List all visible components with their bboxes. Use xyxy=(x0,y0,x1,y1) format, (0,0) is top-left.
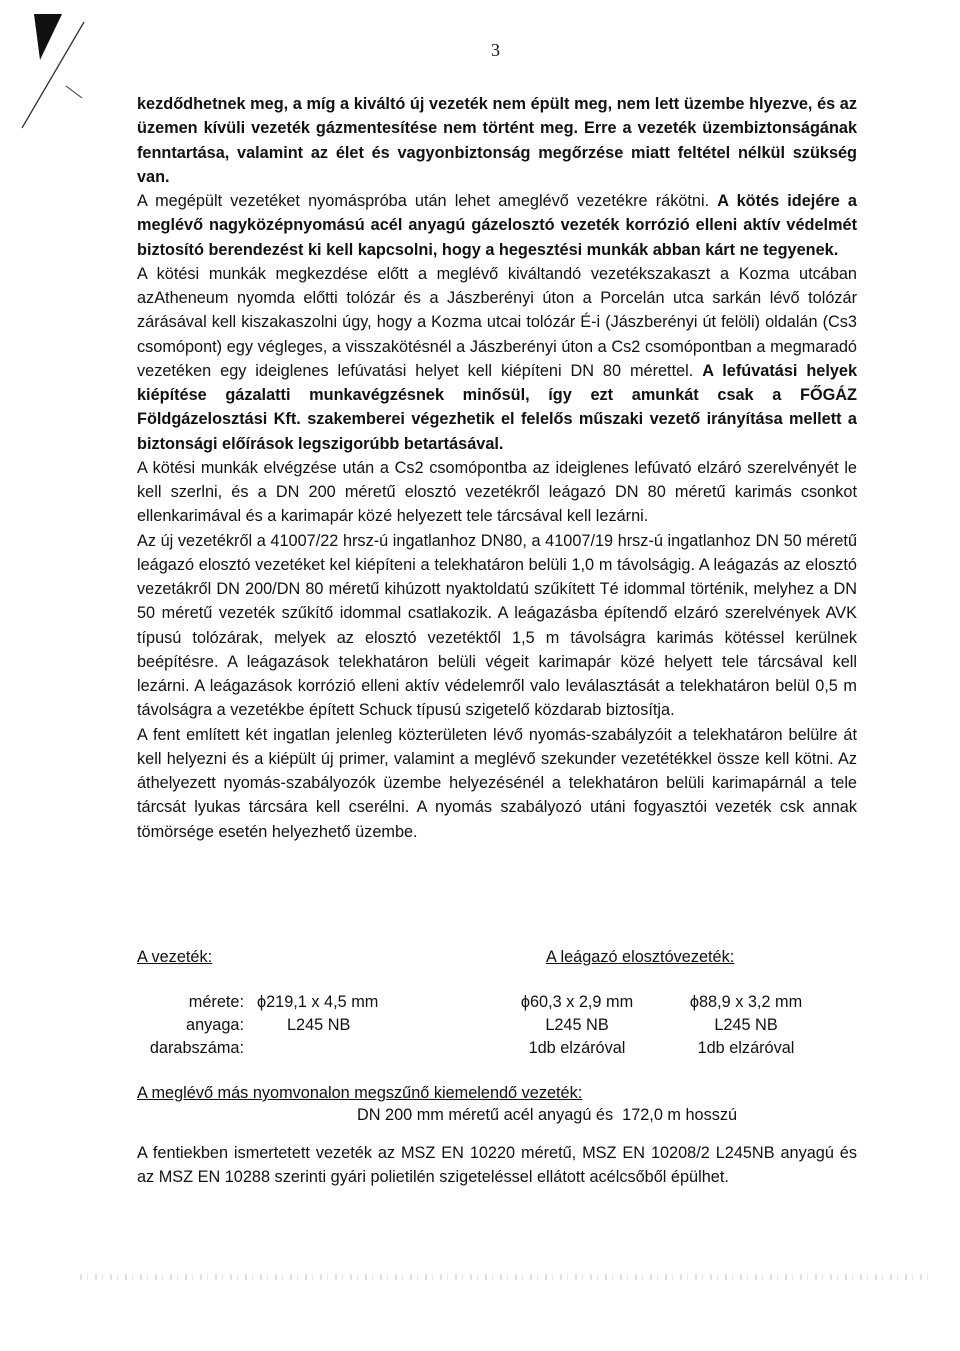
removal-line: DN 200 mm méretű acél anyagú és 172,0 m hosszú xyxy=(357,1106,738,1124)
page-number: 3 xyxy=(491,40,500,60)
spec-label-size: mérete: xyxy=(188,993,244,1011)
branch2-material-value: L245 NB xyxy=(714,1016,778,1034)
scan-noise xyxy=(80,1274,930,1280)
main-size-value: ϕ219,1 x 4,5 mm xyxy=(257,993,379,1011)
branch2-size-value: ϕ88,9 x 3,2 mm xyxy=(689,993,803,1011)
branch1-material-value: L245 NB xyxy=(545,1016,609,1034)
spec-heading-main: A vezeték: xyxy=(137,948,213,966)
branch2-count-value: 1db elzáróval xyxy=(697,1039,795,1057)
closing-paragraph: A fentiekben ismertetett vezeték az MSZ EN 10220 méretű, MSZ EN 10208/2 L245NB anyagú és az MSZ EN 10288 szerinti gyári polietilén szigeteléssel ellátott acélcsőből épülhet. xyxy=(137,1144,857,1186)
paragraph-2: A megépült vezetéket nyomáspróba után lehet ameglévő vezetékre rákötni. A kötés idejére a meglévő nagyközépnyomású acél anyagú gázelosztó vezeték korrózió elleni aktív védelmét biztosító berendezést ki kell kapcsolni, hogy a hegesztési munkák abban kárt ne tegyenek. xyxy=(137,192,857,259)
branch1-size-value: ϕ60,3 x 2,9 mm xyxy=(520,993,634,1011)
paragraph-4: A kötési munkák elvégzése után a Cs2 csomópontba az ideiglenes lefúvató elzáró szerelvényét le kell szerlni, és a DN 200 méretű elosztó vezetékről leágazó DN 80 méretű karimás csonkot ellenkarimával és a karimapár közé helyezett tele tárcsával kell lezárni. xyxy=(137,458,857,526)
main-material-value: L245 NB xyxy=(287,1016,351,1034)
body-text xyxy=(137,92,857,844)
paragraph-1: kezdődhetnek meg, a míg a kiváltó új vezeték nem épült meg, nem lett üzembe hlyezve, és az üzemen kívüli vezeték gázmentesítése nem történt meg. Erre a vezeték üzembiztonságának fenntartása, valamint az élet és vagyonbiztonság megőrzése miatt feltétel nélkül szükség van. xyxy=(137,95,857,186)
spec-label-material: anyaga: xyxy=(186,1016,244,1034)
branch1-count-value: 1db elzáróval xyxy=(528,1039,626,1057)
paragraph-6: A fent említett két ingatlan jelenleg közterületen lévő nyomás-szabályzóit a telekhatáron belülre át kell helyezni és a kiépült új primer, valamint a meglévő szekunder vezetétékkel össze kell kötni. Az áthelyezett nyomás-szabályozók üzembe helyezésénél a telekhatáron belüli karimapárnál a tele tárcsát lyukas tárcsára kell cserélni. A nyomás szabályozó utáni fogyasztói vezeték csk annak tömörsége esetén helyezhető üzembe. xyxy=(137,725,857,841)
spec-label-count: darabszáma: xyxy=(149,1039,244,1057)
removal-heading: A meglévő más nyomvonalon megszűnő kiemelendő vezeték: xyxy=(137,1084,583,1102)
paragraph-5: Az új vezetékről a 41007/22 hrsz-ú ingatlanhoz DN80, a 41007/19 hrsz-ú ingatlanhoz DN 50 méretű leágazó elosztó vezetéket kel kiépíteni a telekhatáron belüli 1,0 m távolságig. A leágazás az elosztó vezetákről DN 200/DN 80 méretű kihúzott nyaktoldatú szűkített Té idommal történik, melyhez a DN 50 méretű vezeték szűkítő idommal csatlakozik. A leágazásba építendő elzáró szerelvények AVK típusú tolózárak, melyek az elosztó vezetéktől 1,5 m távolságra karimás kötéssel kerülnek beépítésre. A leágazások telekhatáron belüli végeit karimapár közé helyett tele tárcsával kell lezárni. A leágazások korrózió elleni aktív védelemről valo leválasztását a telekhatáron belül 0,5 m távolságra a vezetékbe épített Schuck típusú szigetelő közdarab biztosítja. xyxy=(137,531,857,720)
paragraph-3: A kötési munkák megkezdése előtt a meglévő kiváltandó vezetékszakaszt a Kozma utcában azAtheneum nyomda előtti tolózár és a Jászberényi úton a Porcelán utca sarkán lévő tolózár zárásával kell kiszakaszolni úgy, hogy a Kozma utcai tolózár É-i (Jászberényi út felöli) oldalán (Cs3 csomópont) egy végleges, a visszakötésnél a Jászberényi úton a Cs2 csomópontban a megmaradó vezetéken egy ideiglenes lefúvatási helyet kell kiépíteni DN 80 mérettel. A lefúvatási helyek kiépítése gázalatti munkavégzésnek minősül, így ezt amunkát csak a FŐGÁZ Földgázelosztási Kft. szakemberei végezhetik el felelős műszaki vezető irányítása mellett a biztonsági előírások legszigorúbb betartásával. xyxy=(137,264,858,453)
scan-corner-mark xyxy=(0,0,110,140)
spec-heading-branch: A leágazó elosztóvezeték: xyxy=(546,948,735,966)
